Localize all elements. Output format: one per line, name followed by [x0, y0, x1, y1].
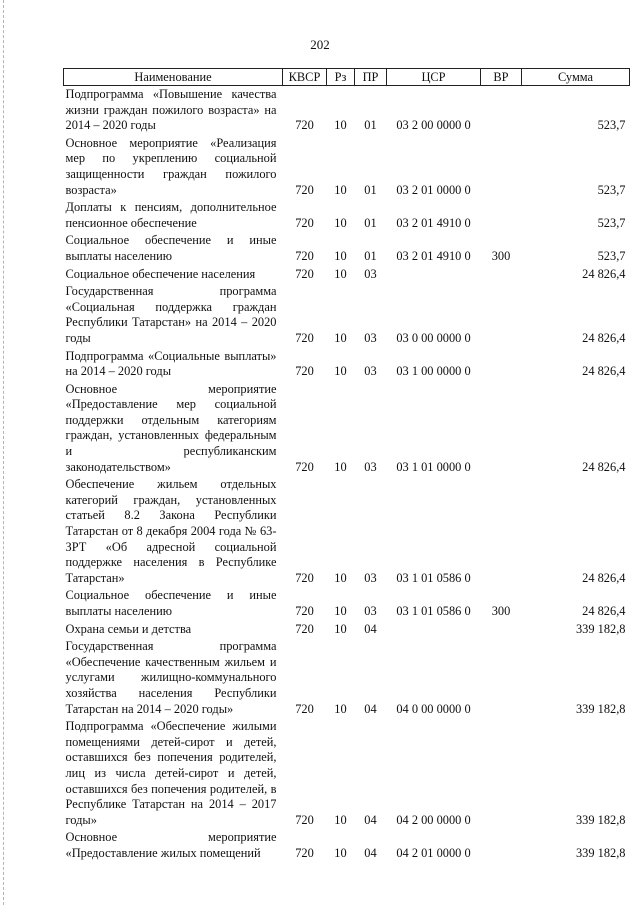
- cell-sum: 24 826,4: [582, 266, 626, 281]
- table-row: [64, 283, 630, 347]
- cell-pr: 03: [364, 604, 377, 618]
- cell-kvsr: 720: [295, 621, 314, 636]
- cell-kvsr: 720: [295, 364, 314, 379]
- page-edge-line: [3, 0, 4, 905]
- cell-vr: [481, 638, 522, 718]
- table-row: [64, 476, 630, 587]
- cell-pr: 04: [364, 621, 377, 636]
- cell-name: Социальное обеспечение и иные выплаты населению: [65, 233, 277, 263]
- cell-name: Подпрограмма «Социальные выплаты» на 2014 – 2020 годы: [65, 348, 277, 379]
- cell-vr: [481, 283, 522, 347]
- cell-name: Социальное обеспечение и иные выплаты населению: [65, 588, 277, 618]
- cell-kvsr: 720: [295, 459, 314, 474]
- cell-kvsr: 720: [295, 604, 314, 618]
- cell-rz: 10: [334, 812, 347, 827]
- cell-kvsr: 720: [295, 118, 314, 133]
- cell-kvsr: 720: [295, 248, 314, 263]
- cell-pr: 03: [364, 364, 377, 379]
- cell-pr: 01: [364, 118, 377, 133]
- cell-rz: 10: [334, 182, 347, 197]
- header-name: Наименование: [64, 69, 283, 86]
- cell-name: Подпрограмма «Повышение качества жизни граждан пожилого возраста» на 2014 – 2020 годы: [65, 87, 277, 133]
- cell-csr: 04 2 00 0000 0: [396, 812, 471, 827]
- cell-vr: [481, 135, 522, 199]
- cell-pr: 01: [364, 248, 377, 263]
- table-row: [64, 135, 630, 199]
- cell-csr: 04 2 01 0000 0: [396, 845, 471, 860]
- cell-sum: 24 826,4: [582, 570, 626, 585]
- table-header-row: [64, 69, 630, 86]
- cell-pr: 04: [364, 701, 377, 716]
- cell-vr: [481, 476, 522, 587]
- cell-csr: 03 2 01 0000 0: [396, 182, 471, 197]
- table-row: [64, 829, 630, 862]
- cell-kvsr: 720: [295, 701, 314, 716]
- cell-vr: [481, 348, 522, 381]
- cell-name: Государственная программа «Обеспечение качественным жильем и услугами жилищно-коммунального хозяйства населения Республики Татарстан на 2014 – 2020 годы»: [65, 639, 277, 716]
- cell-name: Подпрограмма «Обеспечение жилыми помещениями детей-сирот и детей, оставшихся без попечения родителей, лиц из числа детей-сирот и детей, оставшихся без попечения родителей, в Республике Татарстан на 2014 – 2017 годы»: [65, 719, 277, 827]
- cell-rz: 10: [334, 364, 347, 379]
- cell-vr: [481, 381, 522, 477]
- cell-rz: 10: [334, 248, 347, 263]
- cell-sum: 339 182,8: [575, 701, 626, 716]
- cell-csr: 04 0 00 0000 0: [396, 701, 471, 716]
- cell-pr: 04: [364, 812, 377, 827]
- cell-name: Основное мероприятие «Предоставление жилых помещений: [65, 830, 277, 860]
- cell-rz: 10: [334, 701, 347, 716]
- table-row: [64, 348, 630, 381]
- header-pr: ПР: [355, 69, 387, 86]
- cell-name: Обеспечение жильем отдельных категорий граждан, установленных статьей 8.2 Закона Республики Татарстан от 8 декабря 2004 года № 63-ЗРТ «Об адресной социальной поддержке населения в Республике Татарстан»: [65, 477, 277, 585]
- cell-sum: 523,7: [597, 182, 626, 197]
- cell-csr: [387, 621, 481, 639]
- header-kvsr: КВСР: [283, 69, 327, 86]
- cell-csr: 03 0 00 0000 0: [396, 330, 471, 345]
- cell-rz: 10: [334, 266, 347, 281]
- cell-kvsr: 720: [295, 845, 314, 860]
- cell-sum: 523,7: [597, 215, 626, 230]
- cell-rz: 10: [334, 118, 347, 133]
- cell-vr: [481, 829, 522, 862]
- cell-vr: [481, 86, 522, 135]
- cell-name: Охрана семьи и детства: [65, 621, 192, 636]
- table-row: [64, 587, 630, 620]
- cell-rz: 10: [334, 215, 347, 230]
- header-csr: ЦСР: [387, 69, 481, 86]
- cell-vr: [481, 718, 522, 829]
- cell-sum: 523,7: [597, 248, 626, 263]
- cell-csr: 03 1 00 0000 0: [396, 364, 471, 379]
- cell-name: Социальное обеспечение населения: [65, 266, 256, 281]
- cell-csr: 03 2 01 4910 0: [396, 215, 471, 230]
- header-rz: Рз: [327, 69, 355, 86]
- header-vr: ВР: [481, 69, 522, 86]
- table-row: [64, 86, 630, 135]
- table-row: [64, 381, 630, 477]
- cell-name: Основное мероприятие «Предоставление мер социальной поддержки отдельным категориям граждан, установленных федеральным и республиканским законодательством»: [65, 381, 277, 474]
- cell-sum: 24 826,4: [582, 604, 626, 618]
- cell-pr: 04: [364, 845, 377, 860]
- cell-sum: 24 826,4: [582, 364, 626, 379]
- table-row: [64, 621, 630, 639]
- cell-csr: 03 2 00 0000 0: [396, 118, 471, 133]
- cell-rz: 10: [334, 330, 347, 345]
- cell-vr: 300: [491, 248, 511, 263]
- cell-kvsr: 720: [295, 182, 314, 197]
- cell-name: Основное мероприятие «Реализация мер по укреплению социальной защищенности граждан пожилого возраста»: [65, 135, 277, 197]
- cell-sum: 339 182,8: [575, 812, 626, 827]
- cell-csr: 03 2 01 4910 0: [396, 248, 471, 263]
- cell-csr: 03 1 01 0586 0: [396, 570, 471, 585]
- cell-rz: 10: [334, 459, 347, 474]
- cell-rz: 10: [334, 621, 347, 636]
- cell-vr: [481, 199, 522, 232]
- table-row: [64, 638, 630, 718]
- cell-kvsr: 720: [295, 812, 314, 827]
- cell-sum: 339 182,8: [575, 621, 626, 636]
- cell-kvsr: 720: [295, 570, 314, 585]
- cell-csr: 03 1 01 0586 0: [396, 604, 471, 618]
- cell-name: Доплаты к пенсиям, дополнительное пенсионное обеспечение: [65, 200, 277, 230]
- page-number: 202: [310, 37, 330, 52]
- cell-pr: 03: [364, 459, 377, 474]
- cell-pr: 03: [364, 266, 377, 281]
- cell-rz: 10: [334, 845, 347, 860]
- cell-pr: 03: [364, 570, 377, 585]
- cell-pr: 01: [364, 215, 377, 230]
- cell-sum: 24 826,4: [582, 459, 626, 474]
- cell-sum: 339 182,8: [575, 845, 626, 860]
- cell-csr: [387, 266, 481, 284]
- cell-kvsr: 720: [295, 266, 314, 281]
- cell-pr: 03: [364, 330, 377, 345]
- cell-sum: 523,7: [597, 118, 626, 133]
- table-row: [64, 199, 630, 232]
- table-row: [64, 718, 630, 829]
- cell-vr: [481, 621, 522, 639]
- cell-rz: 10: [334, 604, 347, 618]
- cell-vr: [481, 266, 522, 284]
- header-sum: Сумма: [522, 69, 630, 86]
- cell-name: Государственная программа «Социальная поддержка граждан Республики Татарстан» на 2014 – 2020 годы: [65, 284, 277, 345]
- cell-kvsr: 720: [295, 215, 314, 230]
- table-row: [64, 232, 630, 265]
- table-row: [64, 266, 630, 284]
- cell-sum: 24 826,4: [582, 330, 626, 345]
- cell-vr: 300: [491, 604, 511, 618]
- cell-rz: 10: [334, 570, 347, 585]
- cell-pr: 01: [364, 182, 377, 197]
- budget-table: [63, 68, 630, 863]
- cell-kvsr: 720: [295, 330, 314, 345]
- cell-csr: 03 1 01 0000 0: [396, 459, 471, 474]
